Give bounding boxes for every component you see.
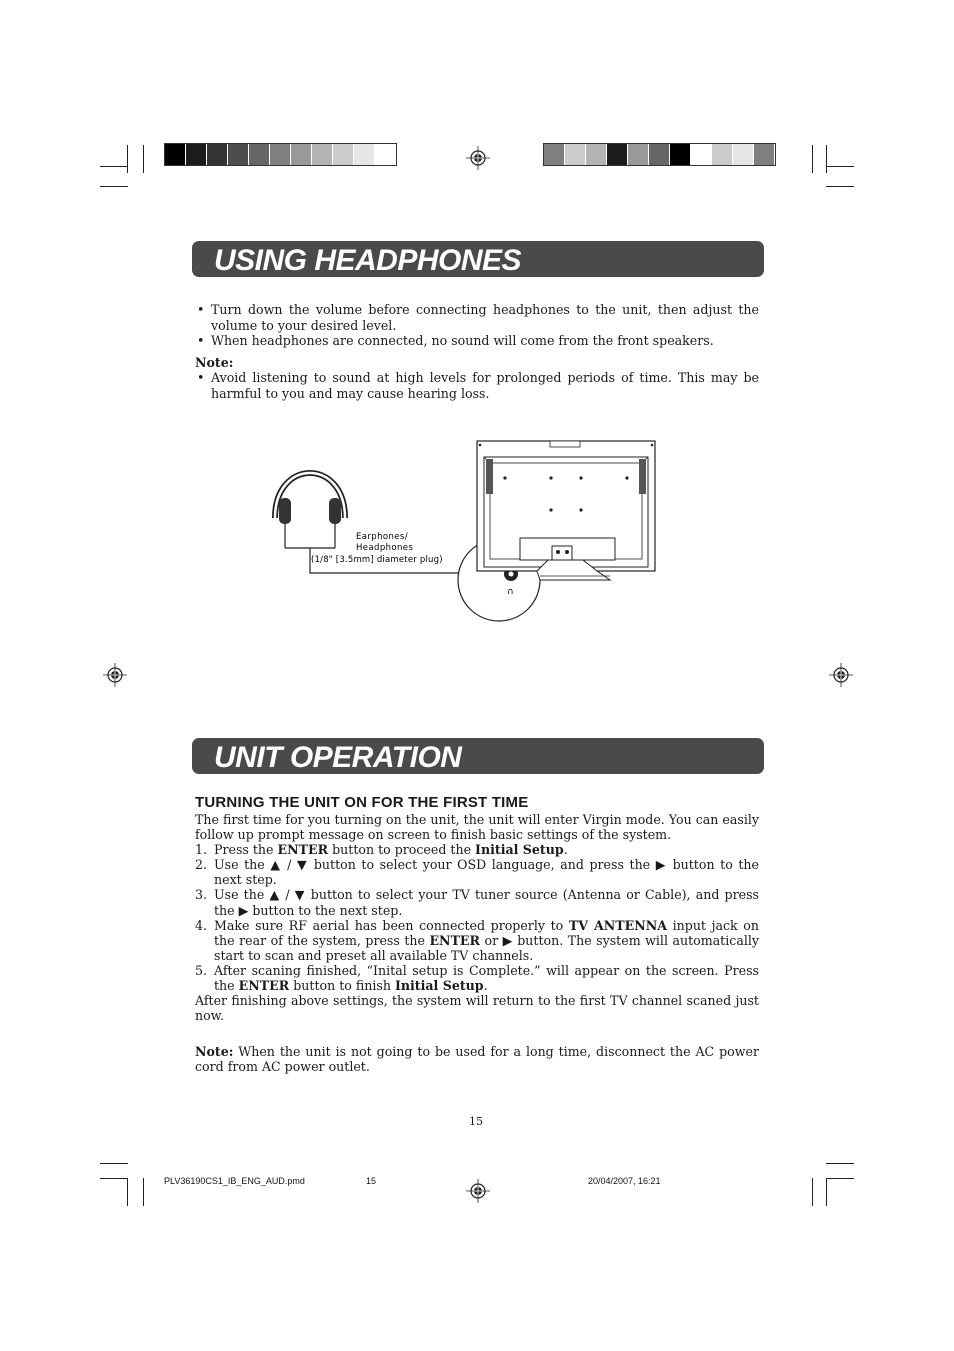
color-swatch	[228, 144, 249, 165]
registration-target-icon	[829, 663, 853, 687]
crop-mark	[143, 145, 144, 173]
jack-symbol: ∩	[507, 587, 514, 597]
bullet-item: • When headphones are connected, no sound will come from the front speakers.	[195, 333, 759, 349]
registration-target-icon	[466, 1179, 490, 1203]
color-swatch	[628, 144, 649, 165]
color-calibration-bar-left	[164, 143, 397, 166]
color-swatch	[733, 144, 754, 165]
note-bullet: • Avoid listening to sound at high levels for prolonged periods of time. This may be harmful to you and may cause hearing loss.	[195, 370, 759, 401]
tv-rear-icon	[477, 441, 655, 580]
color-swatch	[607, 144, 628, 165]
crop-mark	[100, 1163, 128, 1164]
color-swatch	[712, 144, 733, 165]
after-paragraph: After finishing above settings, the system will return to the first TV channel scaned just now.	[195, 993, 759, 1024]
crop-mark	[100, 186, 128, 187]
color-swatch	[375, 144, 396, 165]
step-item: 2. Use the ▲ / ▼ button to select your OSD language, and press the ▶ button to the next step.	[195, 857, 759, 888]
headphones-icon	[275, 473, 345, 548]
crop-mark	[826, 1178, 854, 1179]
section-title: USING HEADPHONES	[214, 244, 522, 277]
unit-operation-instructions	[195, 812, 759, 1075]
intro-paragraph: The first time for you turning on the unit, the unit will enter Virgin mode. You can easily follow up prompt message on screen to finish basic settings of the system.	[195, 812, 759, 843]
crop-mark	[127, 1178, 128, 1206]
color-swatch	[186, 144, 207, 165]
crop-mark	[812, 145, 813, 173]
color-swatch	[691, 144, 712, 165]
section-title: UNIT OPERATION	[214, 741, 462, 774]
color-swatch	[312, 144, 333, 165]
step-item: 4. Make sure RF aerial has been connected properly to TV ANTENNA input jack on the rear of the system, press the ENTER or ▶ button. The system will automatically start to scan and preset all available TV channels.	[195, 917, 759, 963]
page-number: 15	[469, 1115, 483, 1128]
color-swatch	[544, 144, 565, 165]
color-swatch	[586, 144, 607, 165]
color-swatch	[649, 144, 670, 165]
registration-target-icon	[103, 663, 127, 687]
color-swatch	[333, 144, 354, 165]
color-swatch	[291, 144, 312, 165]
footer-datetime: 20/04/2007, 16:21	[588, 1176, 661, 1186]
bullet-item: • Turn down the volume before connecting headphones to the unit, then adjust the volume to your desired level.	[195, 302, 759, 333]
crop-mark	[826, 1163, 854, 1164]
crop-mark	[826, 1178, 827, 1206]
diagram-label-line3: (1/8" [3.5mm] diameter plug)	[311, 555, 443, 565]
section-banner-headphones	[192, 241, 764, 277]
note-label: Note:	[195, 354, 234, 370]
color-swatch	[249, 144, 270, 165]
subheading: TURNING THE UNIT ON FOR THE FIRST TIME	[195, 794, 529, 811]
color-swatch	[165, 144, 186, 165]
color-swatch	[207, 144, 228, 165]
step-item: 3. Use the ▲ / ▼ button to select your TV tuner source (Antenna or Cable), and press the ▶ button to the next step.	[195, 887, 759, 918]
footer-filename: PLV36190CS1_IB_ENG_AUD.pmd	[164, 1176, 305, 1186]
crop-mark	[826, 145, 827, 173]
color-calibration-bar-right	[543, 143, 776, 166]
step-item: 1. Press the ENTER button to proceed the Initial Setup.	[195, 842, 568, 858]
color-swatch	[565, 144, 586, 165]
color-swatch	[270, 144, 291, 165]
diagram-label-line1: Earphones/	[356, 532, 408, 542]
color-swatch	[354, 144, 375, 165]
crop-mark	[100, 1178, 128, 1179]
step-item: 5. After scaning finished, “Inital setup is Complete.” will appear on the screen. Press the ENTER button to finish Initial Setup.	[195, 962, 759, 994]
color-swatch	[754, 144, 775, 165]
section-banner-unit-operation	[192, 738, 764, 774]
crop-mark	[812, 1178, 813, 1206]
crop-mark	[826, 186, 854, 187]
crop-mark	[143, 1178, 144, 1206]
headphones-connection-diagram	[265, 438, 665, 623]
headphones-instructions	[195, 302, 759, 401]
crop-mark	[100, 166, 128, 167]
color-swatch	[670, 144, 691, 165]
registration-target-icon	[466, 146, 490, 170]
footer-page: 15	[366, 1176, 377, 1186]
diagram-label-line2: Headphones	[356, 543, 414, 553]
crop-mark	[127, 145, 128, 173]
note-label: Note:	[195, 1044, 234, 1060]
note-paragraph: Note: When the unit is not going to be used for a long time, disconnect the AC power cord from AC power outlet.	[195, 1044, 759, 1075]
crop-mark	[826, 166, 854, 167]
